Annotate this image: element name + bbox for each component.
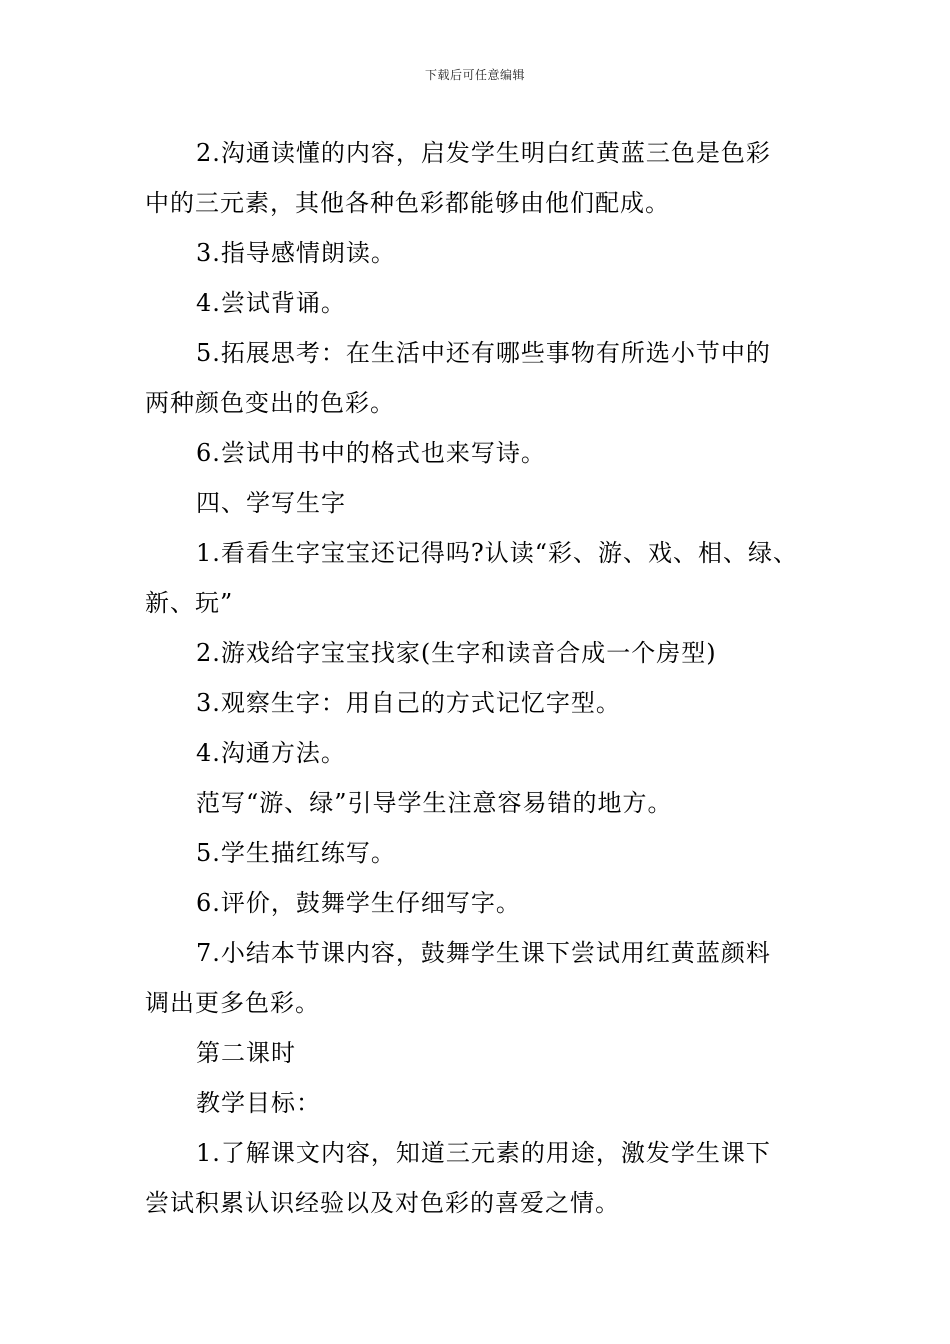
- paragraph-line: 6.尝试用书中的格式也来写诗。: [196, 439, 546, 467]
- paragraph-line: 中的三元素，其他各种色彩都能够由他们配成。: [145, 189, 670, 217]
- paragraph-line: 4.沟通方法。: [196, 739, 346, 767]
- paragraph-line: 两种颜色变出的色彩。: [145, 389, 395, 417]
- paragraph-line: 3.指导感情朗读。: [196, 239, 396, 267]
- paragraph-line: 5.拓展思考：在生活中还有哪些事物有所选小节中的: [196, 339, 771, 367]
- section-heading: 教学目标：: [196, 1089, 321, 1117]
- paragraph-line: 3.观察生字：用自己的方式记忆字型。: [196, 689, 621, 717]
- paragraph-line: 尝试积累认识经验以及对色彩的喜爱之情。: [145, 1189, 620, 1217]
- paragraph-line: 新、玩”: [145, 589, 234, 617]
- paragraph-line: 4.尝试背诵。: [196, 289, 346, 317]
- paragraph-line: 5.学生描红练写。: [196, 839, 396, 867]
- section-heading: 第二课时: [196, 1039, 296, 1067]
- document-body: [145, 128, 835, 1228]
- paragraph-line: 调出更多色彩。: [145, 989, 320, 1017]
- paragraph-line: 范写“游、绿”引导学生注意容易错的地方。: [196, 789, 673, 817]
- paragraph-line: 2.沟通读懂的内容，启发学生明白红黄蓝三色是色彩: [196, 139, 771, 167]
- paragraph-line: 2.游戏给字宝宝找家(生字和读音合成一个房型): [196, 639, 717, 667]
- paragraph-line: 1.看看生字宝宝还记得吗?认读“彩、游、戏、相、绿、: [196, 539, 799, 567]
- paragraph-line: 6.评价，鼓舞学生仔细写字。: [196, 889, 521, 917]
- paragraph-line: 1.了解课文内容，知道三元素的用途，激发学生课下: [196, 1139, 771, 1167]
- header-note: 下载后可任意编辑: [424, 68, 525, 82]
- paragraph-line: 7.小结本节课内容，鼓舞学生课下尝试用红黄蓝颜料: [196, 939, 771, 967]
- section-heading: 四、学写生字: [196, 489, 346, 517]
